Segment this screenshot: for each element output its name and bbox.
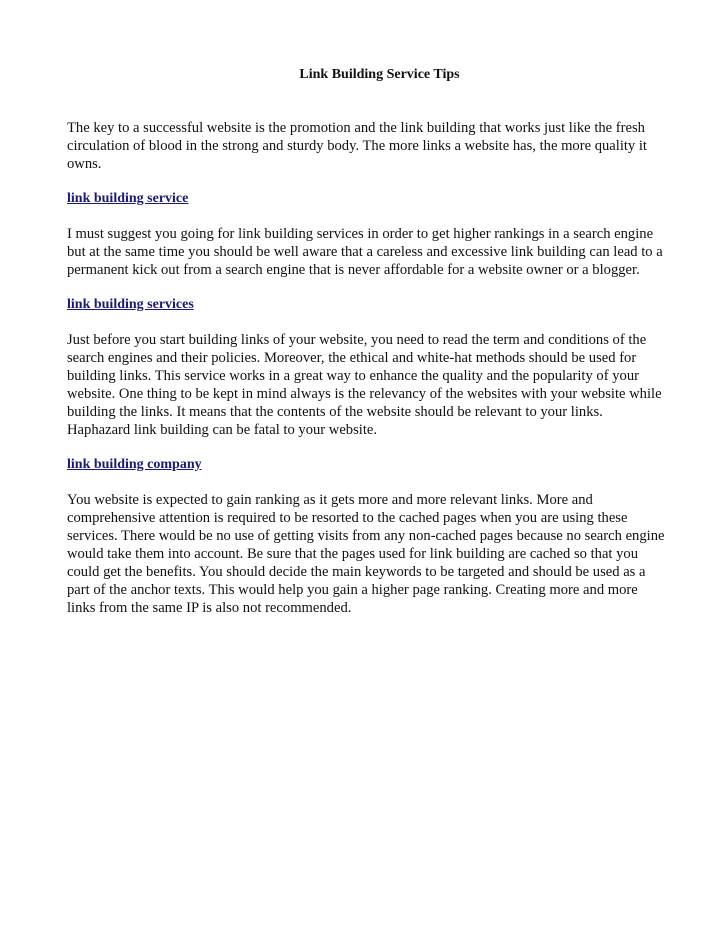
link-heading-2	[67, 296, 668, 314]
document-title: Link Building Service Tips	[299, 67, 460, 82]
paragraph-policies: Just before you start building links of your website, you need to read the term and conditions of the search engines and their policies. Moreover, the ethical and white-hat methods should be used for building links. This service works in a great way to enhance the quality and the popularity of your website. One thing to be kept in mind always is the relevancy of the websites with your website while building the links. It means that the contents of the website should be relevant to your links. Haphazard link building can be fatal to your website.	[67, 332, 662, 438]
link-heading-3	[67, 456, 668, 474]
link-building-service-link[interactable]: link building service	[67, 191, 189, 206]
paragraph-intro: The key to a successful website is the promotion and the link building that works just like the fresh circulation of blood in the strong and sturdy body. The more links a website has, the more quality it owns.	[67, 120, 647, 172]
link-heading-1	[67, 190, 668, 208]
link-building-services-link[interactable]: link building services	[67, 297, 194, 312]
paragraph-ranking: You website is expected to gain ranking as it gets more and more relevant links. More and comprehensive attention is required to be resorted to the cached pages when you are using these services. There would be no use of getting visits from any non-cached pages because no search engine would take them into account. Be sure that the pages used for link building are cached so that you could get the benefits. You should decide the main keywords to be targeted and should be used as a part of the anchor texts. This would help you gain a higher page ranking. Creating more and more links from the same IP is also not recommended.	[67, 492, 665, 616]
paragraph-rankings: I must suggest you going for link building services in order to get higher rankings in a search engine but at the same time you should be well aware that a careless and excessive link building can lead to a permanent kick out from a search engine that is never affordable for a website owner or a blogger.	[67, 226, 663, 278]
link-building-company-link[interactable]: link building company	[67, 457, 202, 472]
